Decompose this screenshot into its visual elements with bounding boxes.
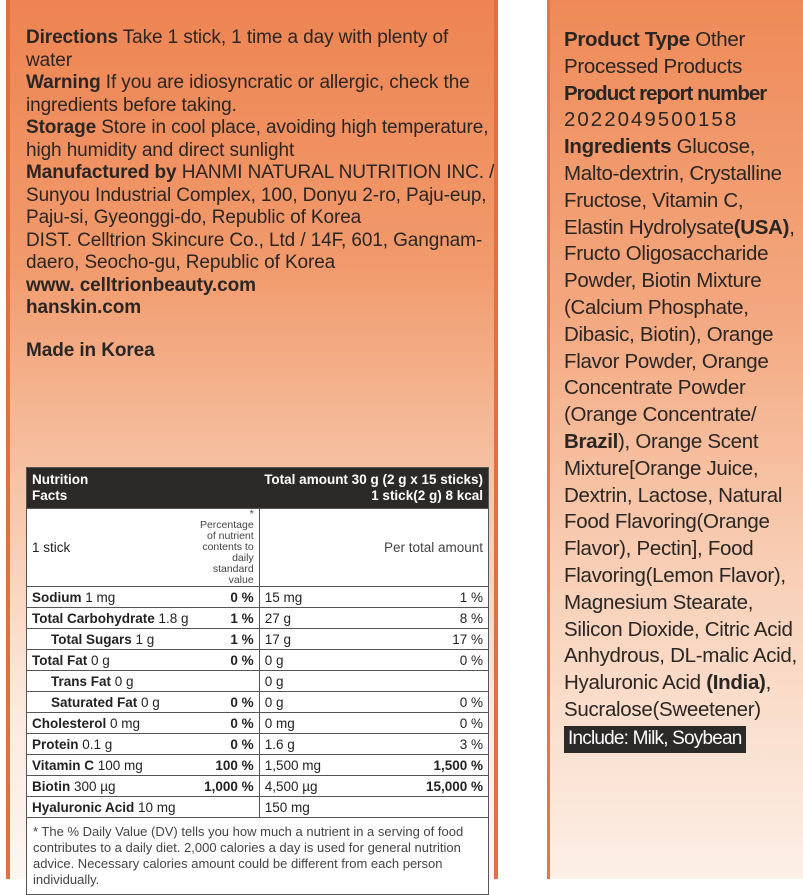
made-in: Made in Korea bbox=[26, 339, 155, 361]
nutrition-row bbox=[27, 650, 489, 671]
nutrient-name: Vitamin C 100 mg bbox=[27, 755, 194, 776]
daily-percent: 0 % bbox=[194, 692, 260, 713]
nutrient-name: Hyaluronic Acid 10 mg bbox=[27, 797, 194, 818]
total-amount: 17 g bbox=[259, 629, 373, 650]
website-1: www. celltrionbeauty.com bbox=[26, 274, 256, 296]
total-percent: 0 % bbox=[373, 650, 488, 671]
daily-percent: 0 % bbox=[194, 713, 260, 734]
nutrition-row bbox=[27, 587, 489, 608]
total-percent: 3 % bbox=[373, 734, 488, 755]
nutrition-row bbox=[27, 755, 489, 776]
total-percent: 1,500 % bbox=[373, 755, 488, 776]
daily-percent: 0 % bbox=[194, 650, 260, 671]
warning: Warning If you are idiosyncratic or allergic, check the ingredients before taking. bbox=[26, 72, 470, 116]
left-text-block bbox=[26, 27, 496, 362]
nutrition-row bbox=[27, 692, 489, 713]
total-percent: 0 % bbox=[373, 713, 488, 734]
daily-percent: 0 % bbox=[194, 734, 260, 755]
nutrition-row bbox=[27, 734, 489, 755]
directions: Directions Take 1 stick, 1 time a day with plenty of water bbox=[26, 27, 449, 71]
nutrition-row bbox=[27, 671, 489, 692]
nutrient-name: Protein 0.1 g bbox=[27, 734, 194, 755]
total-percent: 17 % bbox=[373, 629, 488, 650]
nutrient-name: Cholesterol 0 mg bbox=[27, 713, 194, 734]
total-amount: 150 mg bbox=[259, 797, 373, 818]
daily-percent: 1,000 % bbox=[194, 776, 260, 797]
daily-percent: 1 % bbox=[194, 629, 260, 650]
total-amount: 1.6 g bbox=[259, 734, 373, 755]
daily-percent: 100 % bbox=[194, 755, 260, 776]
total-percent: 0 % bbox=[373, 692, 488, 713]
total-percent bbox=[373, 797, 488, 818]
daily-percent: 1 % bbox=[194, 608, 260, 629]
nutrition-row bbox=[27, 713, 489, 734]
nutrition-row bbox=[27, 797, 489, 818]
total-amount: 4,500 µg bbox=[259, 776, 373, 797]
nutrition-footnote: * The % Daily Value (DV) tells you how much a nutrient in a serving of food contributes to a daily diet. 2,000 calories a day is used for general nutrition advice. Necessary calories amount could be different from each person individually. bbox=[27, 818, 489, 895]
total-amount: 0 mg bbox=[259, 713, 373, 734]
nutrition-facts-table bbox=[26, 467, 489, 895]
nutrition-subheader: 1 stick * Percentage of nutrient contents to daily standard value Per total amount bbox=[27, 509, 489, 587]
nutrient-name: Sodium 1 mg bbox=[27, 587, 194, 608]
total-percent: 15,000 % bbox=[373, 776, 488, 797]
left-label-panel bbox=[6, 0, 498, 887]
total-percent bbox=[373, 671, 488, 692]
allergen-notice: Include: Milk, Soybean bbox=[564, 726, 746, 753]
total-percent: 1 % bbox=[373, 587, 488, 608]
total-percent: 8 % bbox=[373, 608, 488, 629]
nutrition-header: Nutrition Facts Total amount 30 g (2 g x 15 sticks) 1 stick(2 g) 8 kcal bbox=[27, 468, 489, 509]
distributor: DIST. Celltrion Skincure Co., Ltd / 14F, 601, Gangnam-daero, Seocho-gu, Republic of Korea bbox=[26, 229, 483, 273]
daily-percent bbox=[194, 797, 260, 818]
nutrition-row bbox=[27, 629, 489, 650]
right-text-block bbox=[564, 27, 800, 753]
nutrient-name: Saturated Fat 0 g bbox=[27, 692, 194, 713]
total-amount: 15 mg bbox=[259, 587, 373, 608]
nutrient-name: Total Carbohydrate 1.8 g bbox=[27, 608, 194, 629]
report-number: 2022049500158 bbox=[564, 108, 739, 132]
website-2: hanskin.com bbox=[26, 297, 142, 318]
total-amount: 27 g bbox=[259, 608, 373, 629]
daily-percent: 0 % bbox=[194, 587, 260, 608]
report-number-label: Product report number bbox=[564, 81, 767, 105]
total-amount: 0 g bbox=[259, 650, 373, 671]
storage: Storage Store in cool place, avoiding high temperature, high humidity and direct sunlight bbox=[26, 117, 489, 161]
total-amount: 1,500 mg bbox=[259, 755, 373, 776]
ingredients: Ingredients Glucose, Malto-dextrin, Crystalline Fructose, Vitamin C, Elastin Hydrolysate(USA), Fructo Oligosaccharide Powder, Biotin Mixture (Calcium Phosphate, Dibasic, Biotin), Orange Flavor Powder, Orange Concentrate Powder (Orange Concentrate/ Brazil), Orange Scent Mixture[Orange Juice, Dextrin, Lactose, Natural Food Flavoring(Orange Flavor), Pectin], Food Flavoring(Lemon Flavor), Magnesium Stearate, Silicon Dioxide, Citric Acid Anhydrous, DL-malic Acid, Hyaluronic Acid (India), Sucralose(Sweetener) bbox=[564, 135, 797, 721]
nutrient-name: Trans Fat 0 g bbox=[27, 671, 194, 692]
total-amount: 0 g bbox=[259, 692, 373, 713]
nutrient-name: Biotin 300 µg bbox=[27, 776, 194, 797]
daily-percent bbox=[194, 671, 260, 692]
total-amount: 0 g bbox=[259, 671, 373, 692]
right-label-panel bbox=[547, 0, 803, 879]
product-type: Product Type Other Processed Products bbox=[564, 28, 746, 78]
nutrient-name: Total Sugars 1 g bbox=[27, 629, 194, 650]
nutrition-row bbox=[27, 608, 489, 629]
nutrition-row bbox=[27, 776, 489, 797]
manufacturer: Manufactured by HANMI NATURAL NUTRITION INC. / Sunyou Industrial Complex, 100, Donyu 2-ro, Paju-eup, Paju-si, Gyeonggi-do, Republic of Korea bbox=[26, 162, 495, 228]
nutrient-name: Total Fat 0 g bbox=[27, 650, 194, 671]
